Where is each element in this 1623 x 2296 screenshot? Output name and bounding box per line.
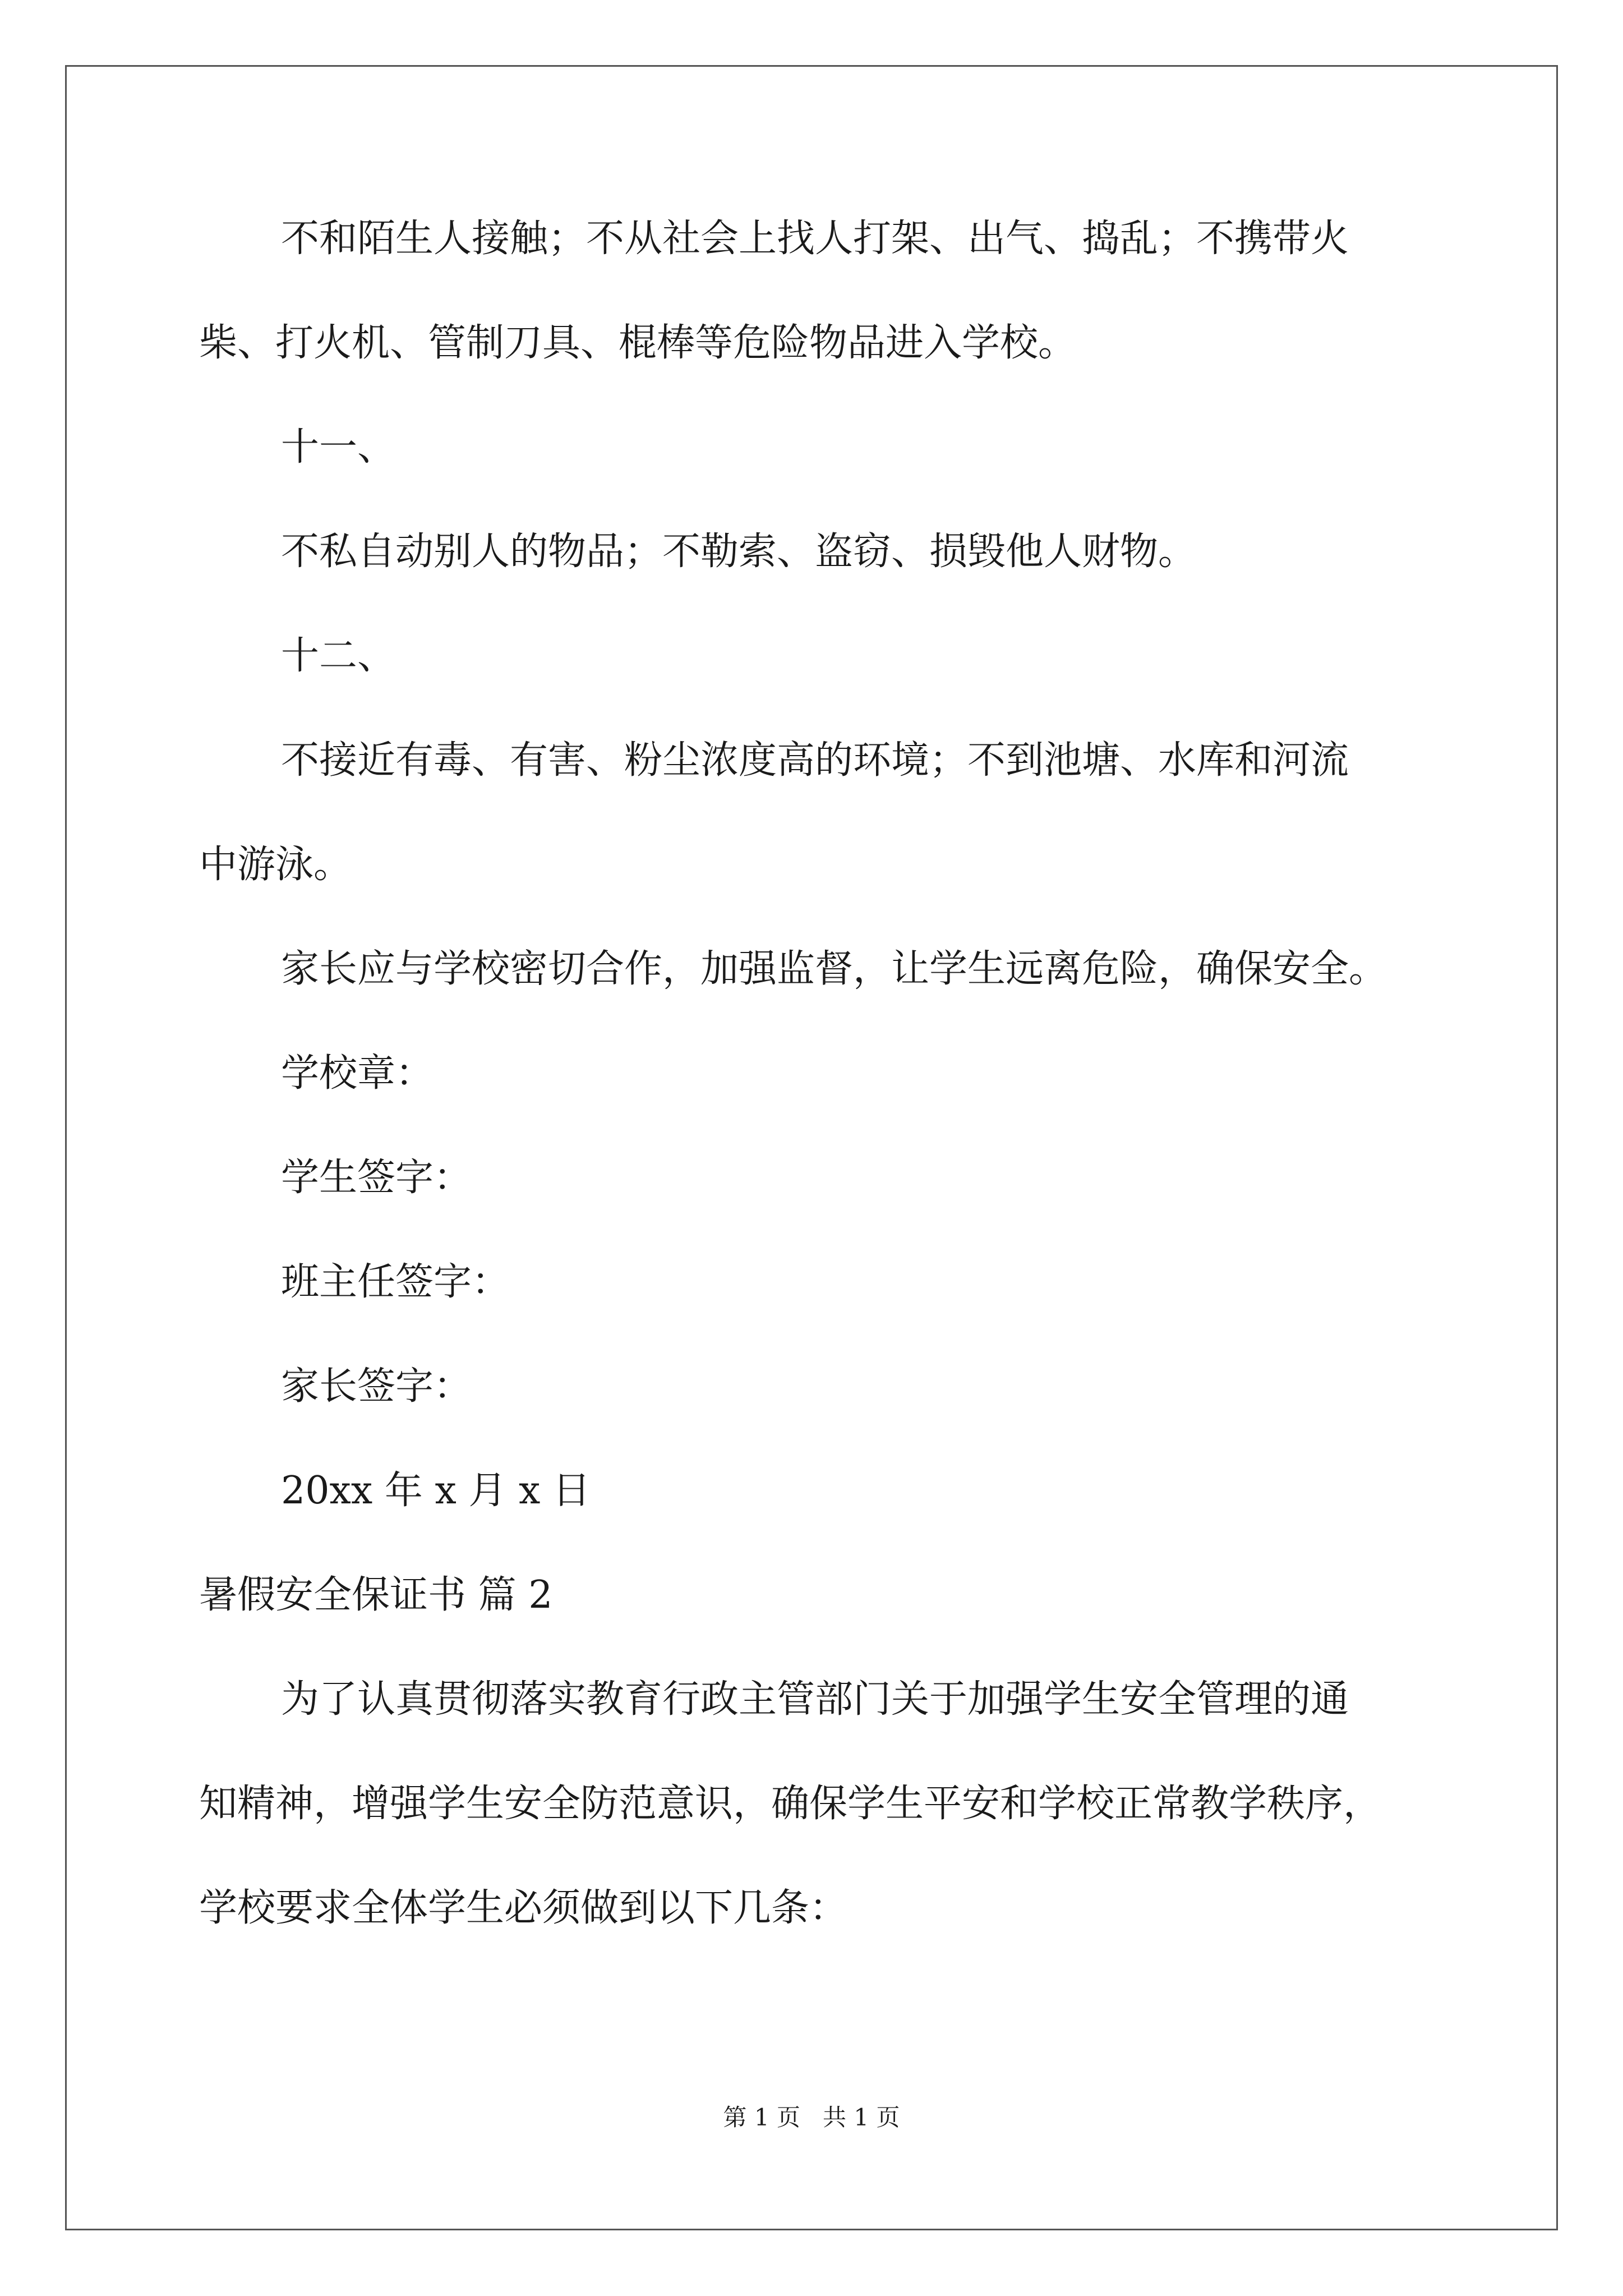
paragraph-line: 不和陌生人接触；不从社会上找人打架、出气、捣乱；不携带火	[281, 217, 1349, 261]
paragraph-line: 为了认真贯彻落实教育行政主管部门关于加强学生安全管理的通	[281, 1677, 1349, 1722]
paragraph-line: 知精神，增强学生安全防范意识，确保学生平安和学校正常教学秩序，	[199, 1782, 1382, 1826]
section-title: 暑假安全保证书 篇 2	[199, 1573, 553, 1617]
paragraph-line: 不接近有毒、有害、粉尘浓度高的环境；不到池塘、水库和河流	[281, 738, 1349, 783]
school-seal-label: 学校章：	[281, 1051, 434, 1096]
document-body	[199, 219, 1450, 1993]
student-signature-label: 学生签字：	[281, 1156, 472, 1200]
date-line: 20xx 年 x 月 x 日	[281, 1469, 591, 1513]
paragraph-line: 柴、打火机、管制刀具、棍棒等危险物品进入学校。	[199, 321, 1077, 365]
section-number: 十二、	[281, 634, 396, 678]
parent-signature-label: 家长签字：	[281, 1364, 472, 1409]
teacher-signature-label: 班主任签字：	[281, 1260, 510, 1304]
paragraph-line: 家长应与学校密切合作，加强监督，让学生远离危险，确保安全。	[281, 947, 1387, 991]
section-number: 十一、	[281, 425, 396, 470]
paragraph-line: 中游泳。	[199, 843, 352, 887]
page-footer: 第 1 页 共 1 页	[723, 2104, 900, 2131]
paragraph-line: 不私自动别人的物品；不勒索、盗窃、损毁他人财物。	[281, 530, 1197, 574]
paragraph-line: 学校要求全体学生必须做到以下几条：	[199, 1886, 848, 1930]
